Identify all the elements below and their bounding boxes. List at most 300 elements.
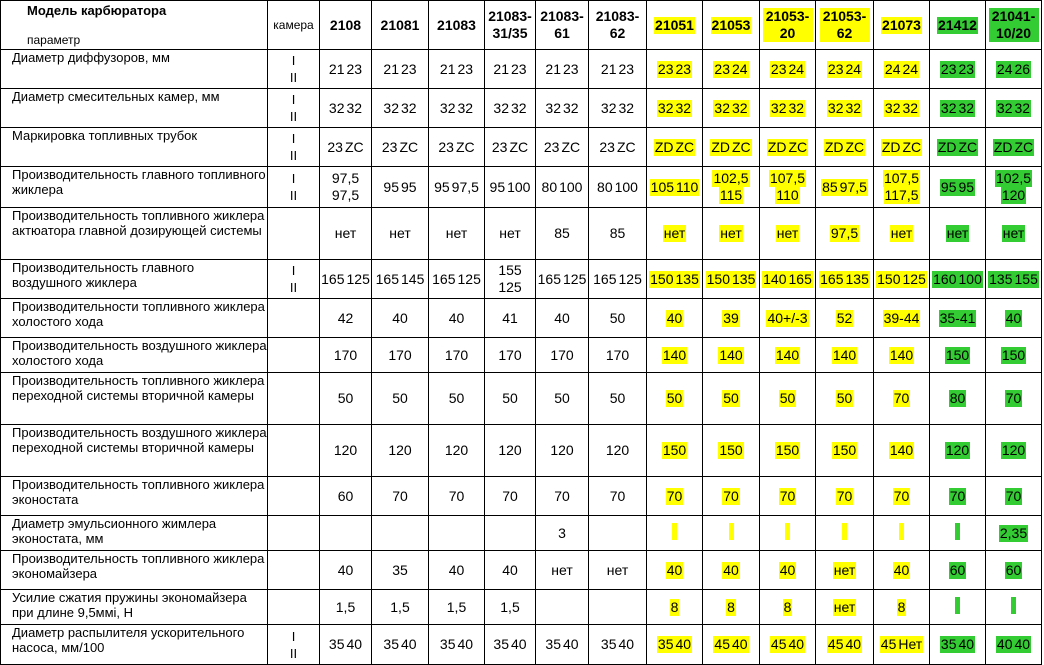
model-header-8 (760, 1, 816, 50)
value-text: 40 (392, 309, 408, 326)
value-text: 165 (432, 270, 456, 287)
value-cell (320, 128, 372, 167)
value-text: 40 (732, 636, 748, 652)
value-text: 50 (392, 390, 408, 406)
parameter-label: Производительность топливного жиклера эконостата (12, 477, 265, 507)
value-text: 35 (439, 636, 456, 652)
model-header-11 (930, 1, 986, 50)
model-name: 21073 (882, 16, 921, 33)
value-line (510, 636, 528, 653)
value-text: 32 (563, 99, 579, 116)
model-header-2 (429, 1, 485, 50)
chamber-cell (268, 373, 320, 425)
parameter-label: Производительности топливного жиклера холостого хода (12, 299, 265, 329)
value-text: 100 (958, 270, 982, 287)
value-text: 45 (714, 636, 730, 652)
value-text: 23 (714, 60, 730, 77)
value-cell (589, 260, 647, 299)
value-cell (647, 373, 703, 425)
value-line (672, 523, 677, 544)
value-line (719, 187, 743, 204)
value-line (940, 636, 958, 653)
value-text: 40 (337, 561, 354, 578)
value-cell (372, 516, 429, 551)
value-line (996, 61, 1014, 78)
value-text: 140 (719, 346, 743, 363)
value-cell (485, 590, 536, 625)
header-row (1, 1, 1042, 50)
value-cell (874, 373, 930, 425)
parameter-label: Производительность главного топливного жиклера (12, 167, 266, 197)
parameter-cell (1, 338, 268, 373)
value-cell (874, 167, 930, 208)
chamber-header-label: камера (268, 1, 320, 50)
model-name: 21083-62 (595, 8, 640, 41)
value-line (433, 179, 451, 196)
value-line (544, 61, 562, 78)
value-cell (647, 338, 703, 373)
value-text: 23 (438, 138, 454, 155)
value-line (766, 310, 808, 327)
value-cell (986, 425, 1042, 477)
value-cell (485, 128, 536, 167)
value-text: нет (720, 225, 742, 241)
value-cell (874, 551, 930, 590)
value-cell (816, 551, 874, 590)
chamber-cell (268, 128, 320, 167)
value-text: 165 (820, 270, 844, 287)
value-text: нет (499, 225, 521, 241)
value-line (729, 523, 734, 544)
value-text: 40 (563, 636, 579, 652)
value-cell (589, 590, 647, 625)
value-text: Нет (898, 636, 923, 652)
value-line (839, 179, 868, 196)
value-text: ZD (881, 138, 901, 155)
chamber-cell (268, 425, 320, 477)
value-text: 45 (770, 636, 787, 652)
value-text: 40 (1014, 636, 1031, 652)
value-cell (874, 208, 930, 260)
value-line (827, 636, 845, 653)
value-line (400, 61, 418, 78)
value-cell (536, 373, 589, 425)
parameter-cell (1, 373, 268, 425)
model-name: 21412 (938, 16, 977, 33)
value-text: нет (833, 598, 856, 615)
value-text: 50 (723, 390, 739, 406)
value-cell (760, 208, 816, 260)
value-text: 1,5 (335, 598, 356, 615)
value-line (836, 390, 854, 407)
parameter-label: Производительность главного воздушного жиклера (12, 260, 195, 290)
value-cell (874, 128, 930, 167)
value-text: 32 (618, 99, 635, 116)
value-text: 2,35 (999, 524, 1028, 541)
parameter-label: Диаметр диффузоров, мм (12, 50, 170, 65)
value-cell (320, 89, 372, 128)
value-cell (760, 516, 816, 551)
value-cell (320, 373, 372, 425)
value-cell (703, 625, 760, 665)
corner-header-cell (1, 1, 268, 50)
value-cell (986, 625, 1042, 665)
value-line (598, 139, 616, 156)
value-line (719, 225, 742, 242)
value-line (884, 61, 902, 78)
chamber-cell (268, 590, 320, 625)
value-text: 125 (563, 270, 587, 287)
value-text: 117,5 (884, 187, 919, 203)
value-text: 42 (337, 309, 354, 326)
value-text: 50 (666, 390, 683, 406)
value-text: 150 (1001, 346, 1026, 363)
value-cell (372, 590, 429, 625)
table-row (1, 128, 1042, 167)
value-text: 24 (788, 60, 805, 77)
value-line (381, 139, 399, 156)
value-line (400, 636, 418, 653)
value-text: 40 (666, 561, 683, 578)
value-line (600, 636, 618, 653)
value-line (996, 636, 1014, 653)
value-line (1005, 390, 1023, 407)
value-line (731, 139, 752, 156)
value-text: нет (776, 225, 799, 241)
value-line (958, 139, 979, 156)
value-line (448, 562, 466, 579)
value-text: 95 (958, 178, 975, 195)
value-text: 23 (346, 60, 363, 77)
value-text: 32 (996, 99, 1013, 116)
value-text: 32 (958, 99, 975, 116)
value-line (382, 100, 400, 117)
value-line (398, 139, 419, 156)
value-cell (536, 477, 589, 516)
value-line (560, 139, 581, 156)
value-cell (874, 425, 930, 477)
value-cell (320, 260, 372, 299)
value-text: 50 (609, 390, 626, 406)
value-text: 1,5 (390, 598, 410, 615)
value-cell (930, 260, 986, 299)
value-cell (372, 477, 429, 516)
model-header-6 (647, 1, 703, 50)
value-text: 85 (554, 225, 570, 241)
model-header-label: Модель карбюратора (27, 3, 167, 18)
value-cell (816, 128, 874, 167)
value-text: 8 (727, 598, 735, 615)
value-cell (589, 208, 647, 260)
value-text: 140 (889, 442, 914, 458)
value-text: 1,5 (446, 598, 467, 615)
value-line (775, 187, 799, 204)
value-cell (429, 551, 485, 590)
value-text: 70 (554, 487, 570, 504)
value-text: 23 (599, 138, 615, 155)
value-text: 50 (609, 309, 626, 326)
parameter-label: Усилие сжатия пружины экономайзера при длине 9,5ммі, Н (12, 590, 247, 620)
value-cell (429, 128, 485, 167)
value-cell (986, 299, 1042, 338)
chamber-cell (268, 338, 320, 373)
value-line (666, 390, 684, 407)
value-cell (320, 590, 372, 625)
value-line (331, 170, 360, 187)
value-line (562, 100, 580, 117)
value-line (883, 170, 920, 187)
parameter-label: Производительность воздушного жиклера переходной системы вторичной камеры (12, 425, 267, 455)
value-line (391, 488, 409, 505)
value-line (445, 225, 468, 242)
value-cell (930, 425, 986, 477)
value-cell (703, 590, 760, 625)
value-text: 120 (1001, 442, 1026, 458)
value-text: 120 (550, 442, 574, 458)
value-text: нет (389, 225, 411, 241)
value-text: 95 (434, 178, 450, 195)
value-text: 23 (618, 60, 635, 77)
value-line (675, 61, 693, 78)
value-text: 50 (337, 390, 354, 406)
table-row (1, 89, 1042, 128)
value-text: 155 (1014, 270, 1038, 287)
value-text: 97,5 (451, 178, 479, 195)
value-line (337, 562, 355, 579)
value-cell (320, 338, 372, 373)
value-line (553, 390, 571, 407)
value-text: 70 (949, 487, 966, 504)
table-row (1, 425, 1042, 477)
value-text: 40 (788, 636, 805, 652)
value-line (996, 100, 1014, 117)
value-text: 140 (775, 346, 800, 363)
model-header-9 (816, 1, 874, 50)
value-text: 135 (845, 270, 869, 287)
value-text: 150 (650, 270, 674, 287)
table-row (1, 373, 1042, 425)
value-line (958, 100, 976, 117)
value-cell (703, 551, 760, 590)
chamber-label: II (289, 280, 298, 295)
value-line (614, 179, 639, 196)
value-cell (372, 128, 429, 167)
value-text: 165 (593, 270, 617, 287)
value-text: 23 (401, 60, 417, 77)
model-name: 21083-31/35 (488, 8, 532, 41)
value-text: 21 (493, 60, 509, 77)
value-text: 125 (902, 270, 926, 287)
parameter-cell (1, 50, 268, 89)
value-text: 52 (836, 309, 853, 326)
value-text: 40 (502, 561, 518, 578)
value-line (940, 100, 958, 117)
value-cell (930, 373, 986, 425)
value-text: 40 (723, 561, 739, 578)
value-text: 120 (945, 442, 970, 458)
value-text: 32 (439, 99, 456, 116)
value-line (955, 597, 960, 618)
value-cell (320, 425, 372, 477)
value-text: 150 (775, 442, 800, 458)
value-text: 85 (822, 178, 838, 195)
value-cell (816, 373, 874, 425)
value-cell (647, 516, 703, 551)
value-text: нет (663, 225, 686, 241)
value-line (932, 271, 957, 288)
value-line (448, 488, 466, 505)
value-line (785, 523, 790, 544)
value-line (893, 562, 911, 579)
value-cell (930, 551, 986, 590)
value-cell (429, 516, 485, 551)
table-row (1, 477, 1042, 516)
value-cell (986, 128, 1042, 167)
value-text: 24 (996, 60, 1013, 77)
value-cell (429, 260, 485, 299)
value-text: 40 (554, 309, 570, 326)
value-line (549, 347, 574, 364)
value-text: 23 (827, 60, 844, 77)
chamber-label: II (289, 109, 298, 124)
value-cell (372, 260, 429, 299)
value-text: 97,5 (331, 187, 360, 203)
value-line (662, 347, 687, 364)
table-row (1, 551, 1042, 590)
value-text: 125 (457, 270, 481, 287)
value-text: 23 (940, 60, 957, 77)
value-line (389, 599, 410, 616)
value-line (506, 179, 531, 196)
value-cell (930, 625, 986, 665)
value-line (344, 139, 365, 156)
value-line (779, 488, 797, 505)
value-text: 170 (550, 346, 574, 363)
value-line (543, 139, 561, 156)
highlight-marker (729, 523, 734, 540)
value-line (510, 61, 528, 78)
value-cell (429, 167, 485, 208)
value-cell (760, 89, 816, 128)
value-line (827, 61, 845, 78)
value-cell (536, 260, 589, 299)
value-text: 32 (657, 99, 674, 116)
value-text: 120 (444, 442, 469, 458)
chamber-label: I (291, 263, 296, 278)
value-line (334, 225, 357, 242)
value-text: 39 (723, 309, 739, 326)
parameter-cell (1, 590, 268, 625)
value-text: ZD (824, 138, 844, 155)
value-text: 100 (614, 178, 638, 195)
value-cell (485, 477, 536, 516)
value-text: 95 (383, 178, 399, 195)
value-line (902, 61, 920, 78)
value-line (775, 442, 800, 459)
value-text: 125 (618, 270, 642, 287)
value-cell (930, 208, 986, 260)
value-cell (816, 425, 874, 477)
value-text: 32 (770, 99, 787, 116)
value-text: 60 (1005, 561, 1022, 578)
value-cell (485, 167, 536, 208)
value-cell (429, 299, 485, 338)
value-line (609, 310, 627, 327)
value-text: 150 (832, 442, 857, 458)
value-cell (760, 128, 816, 167)
value-cell (320, 625, 372, 665)
value-text: ZC (455, 138, 475, 155)
chamber-cell (268, 208, 320, 260)
table-row (1, 299, 1042, 338)
value-cell (536, 128, 589, 167)
value-text: 24 (732, 60, 748, 77)
value-text: 39-44 (883, 309, 920, 326)
model-header-12 (986, 1, 1042, 50)
value-text: 110 (776, 187, 799, 203)
value-line (382, 179, 400, 196)
value-text: нет (946, 225, 969, 241)
value-text: 80 (541, 178, 558, 195)
value-line (769, 170, 806, 187)
value-line (592, 271, 617, 288)
value-text: 140 (889, 346, 914, 363)
value-line (1014, 636, 1032, 653)
value-text: 23 (327, 138, 343, 155)
value-text: 23 (657, 60, 674, 77)
value-text: 150 (662, 442, 687, 458)
value-cell (760, 625, 816, 665)
value-cell (816, 89, 874, 128)
value-text: 35 (493, 636, 509, 652)
value-cell (760, 425, 816, 477)
value-text: 120 (333, 442, 358, 458)
value-line (713, 636, 731, 653)
value-cell (485, 625, 536, 665)
value-line (666, 488, 684, 505)
value-line (897, 599, 907, 616)
value-line (457, 636, 475, 653)
value-line (400, 100, 418, 117)
value-line (501, 488, 519, 505)
value-cell (703, 208, 760, 260)
value-text: 140 (763, 270, 787, 287)
value-line (387, 442, 412, 459)
value-line (880, 636, 898, 653)
value-text: 170 (444, 346, 469, 363)
value-line (596, 179, 614, 196)
value-text: 32 (383, 99, 399, 116)
value-text: 170 (498, 346, 522, 363)
value-cell (760, 551, 816, 590)
value-line (501, 310, 519, 327)
value-cell (703, 477, 760, 516)
value-line (845, 636, 863, 653)
value-cell (589, 551, 647, 590)
value-text: 110 (676, 178, 699, 195)
value-line (328, 100, 346, 117)
value-line (946, 225, 969, 242)
value-text: 32 (401, 99, 417, 116)
value-text: нет (551, 561, 573, 578)
value-line (544, 636, 562, 653)
value-text: 107,5 (883, 170, 920, 186)
value-line (553, 225, 571, 242)
value-cell (874, 516, 930, 551)
value-line (391, 562, 409, 579)
value-text: ZC (509, 138, 529, 155)
value-text: 35 (657, 636, 674, 652)
